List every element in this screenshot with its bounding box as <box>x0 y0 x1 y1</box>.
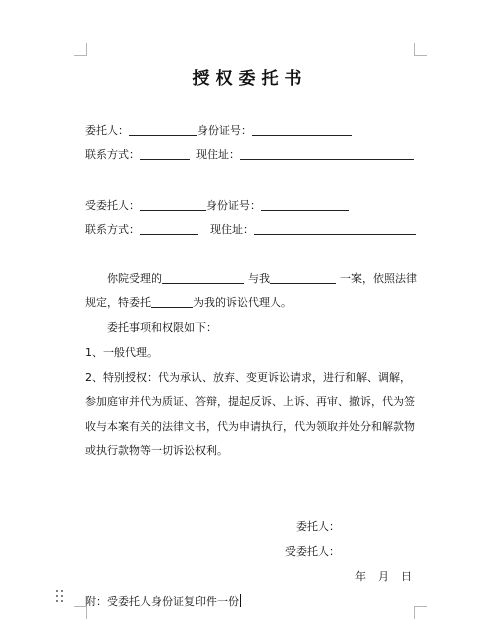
document-title[interactable]: 授权委托书 <box>192 69 308 89</box>
signature-principal-label[interactable]: 委托人： <box>296 520 340 533</box>
agent-name-inline-blank[interactable] <box>151 296 193 308</box>
date-day-label: 日 <box>401 570 412 583</box>
agent-contact-label: 联系方式： <box>85 223 140 236</box>
principal-id-blank[interactable] <box>252 124 352 136</box>
principal-name-label: 委托人： <box>85 124 129 137</box>
principal-contact-row[interactable] <box>85 148 414 162</box>
agent-id-blank[interactable] <box>261 199 349 211</box>
agent-address-label: 现住址： <box>210 223 254 236</box>
case-text-prefix: 你院受理的 <box>107 272 162 285</box>
principal-name-blank[interactable] <box>129 124 197 136</box>
paragraph-drag-handle-icon[interactable] <box>56 590 66 604</box>
scope-item-1[interactable]: 1、一般代理。 <box>85 346 158 359</box>
principal-id-label: 身份证号： <box>197 124 252 137</box>
entrust-text: 规定，特委托 <box>85 296 151 309</box>
signature-agent-label[interactable]: 受委托人： <box>285 545 340 558</box>
scope-item-2-line-1[interactable]: 2、特别授权：代为承认、放弃、变更诉讼请求，进行和解、调解， <box>85 371 411 384</box>
scope-item-2-line-3[interactable]: 收与本案有关的法律文书，代为申请执行，代为领取并处分和解款物 <box>85 420 415 433</box>
attachment-line[interactable] <box>85 594 241 609</box>
principal-address-blank[interactable] <box>240 148 414 160</box>
signature-date[interactable] <box>355 570 412 584</box>
scope-heading[interactable]: 委托事项和权限如下： <box>107 321 217 334</box>
principal-contact-blank[interactable] <box>140 148 190 160</box>
body-paragraph-line-1[interactable] <box>107 272 417 286</box>
text-cursor <box>240 594 241 607</box>
margin-corner-bottom-right <box>414 606 427 619</box>
margin-corner-top-right <box>414 43 427 56</box>
body-paragraph-line-2[interactable] <box>85 296 292 310</box>
case-text-with: 与我 <box>248 272 270 285</box>
agent-id-label: 身份证号： <box>206 199 261 212</box>
principal-name-row[interactable] <box>85 124 352 138</box>
agent-name-label: 受委托人： <box>85 199 140 212</box>
agent-contact-blank[interactable] <box>140 223 198 235</box>
scope-item-2-line-2[interactable]: 参加庭审并代为质证、答辩，提起反诉、上诉、再审、撤诉，代为签 <box>85 395 415 408</box>
scope-item-2-line-4[interactable]: 或执行款物等一切诉讼权利。 <box>85 444 228 457</box>
attachment-text: 附：受委托人身份证复印件一份 <box>85 595 239 608</box>
agent-name-row[interactable] <box>85 199 349 213</box>
case-text-suffix: 一案，依照法律 <box>340 272 417 285</box>
agent-name-blank[interactable] <box>140 199 206 211</box>
date-month-label: 月 <box>378 570 389 583</box>
principal-address-label: 现住址： <box>196 148 240 161</box>
date-year-label: 年 <box>355 570 366 583</box>
agent-address-blank[interactable] <box>254 223 416 235</box>
agent-contact-row[interactable] <box>85 223 416 237</box>
margin-corner-top-left <box>74 43 87 56</box>
entrust-text-suffix: 为我的诉讼代理人。 <box>193 296 292 309</box>
principal-contact-label: 联系方式： <box>85 148 140 161</box>
case-blank[interactable] <box>162 272 244 284</box>
party-blank[interactable] <box>270 272 336 284</box>
